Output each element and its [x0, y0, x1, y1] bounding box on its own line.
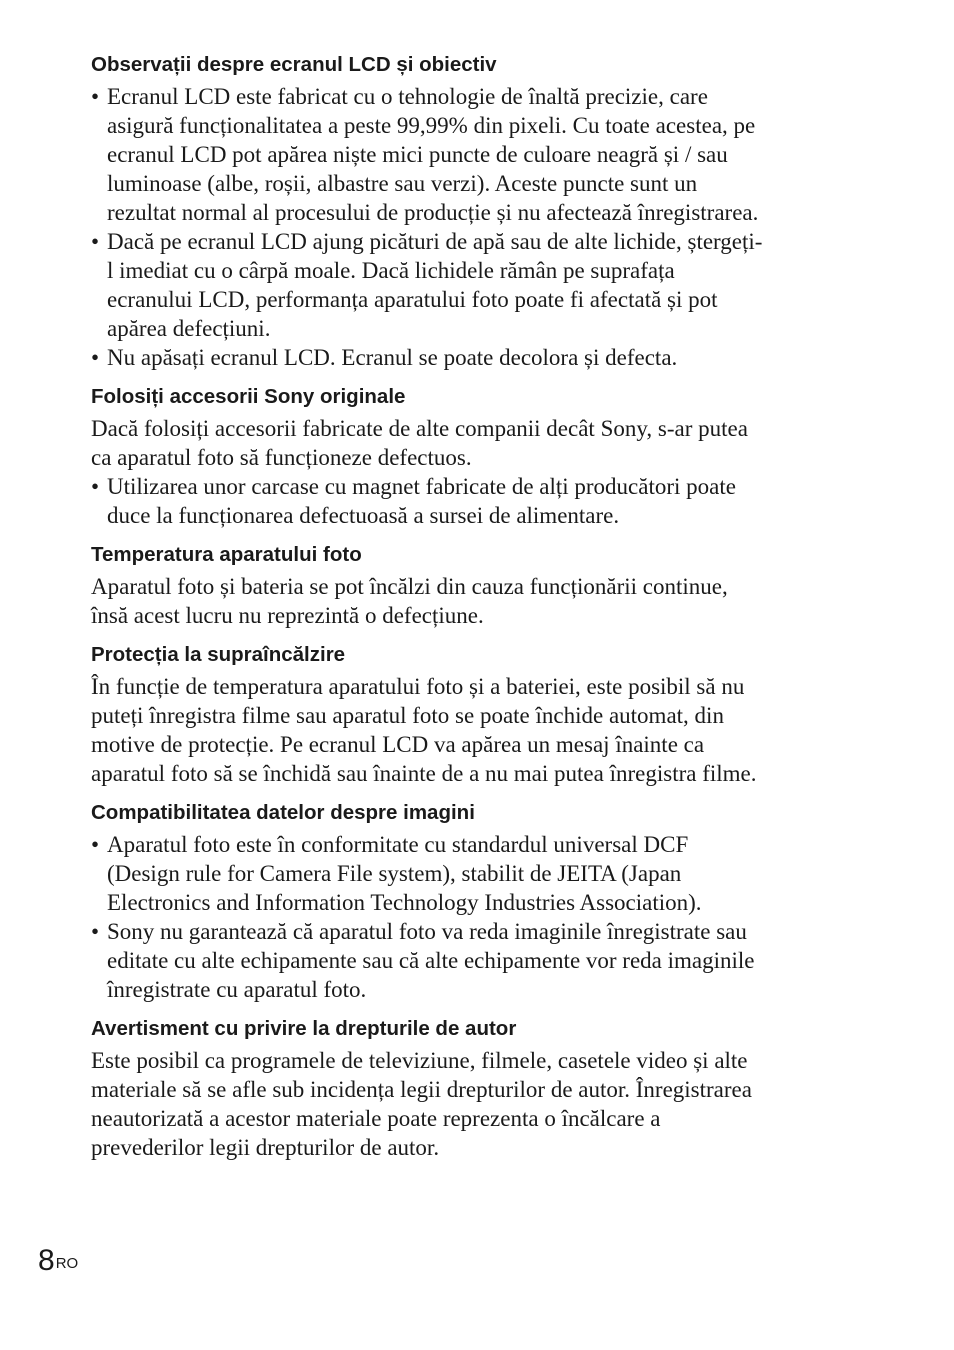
bullet-line: apărea defecțiuni.	[107, 316, 271, 341]
bullet-icon: •	[91, 229, 100, 254]
bullet-line: asigură funcționalitatea a peste 99,99% din pixeli. Cu toate acestea, pe	[107, 113, 756, 138]
paragraph-line: Dacă folosiți accesorii fabricate de alte companii decât Sony, s-ar putea	[91, 416, 748, 441]
bullet-icon: •	[91, 919, 100, 944]
bullet-icon: •	[91, 345, 100, 370]
section-paragraph	[91, 572, 861, 630]
bullet-list	[91, 82, 861, 372]
bullet-icon: •	[91, 84, 100, 109]
bullet-line: Nu apăsați ecranul LCD. Ecranul se poate decolora și defecta.	[107, 345, 678, 370]
bullet-icon: •	[91, 832, 100, 857]
bullet-line: Aparatul foto este în conformitate cu standardul universal DCF	[107, 832, 689, 857]
bullet-line: Electronics and Information Technology Industries Association).	[107, 890, 702, 915]
section-heading: Avertisment cu privire la drepturile de autor	[91, 1017, 517, 1040]
bullet-line: rezultat normal al procesului de producție și nu afectează înregistrarea.	[107, 200, 759, 225]
paragraph-line: puteți înregistra filme sau aparatul foto se poate închide automat, din	[91, 703, 724, 728]
paragraph-line: Aparatul foto și bateria se pot încălzi din cauza funcționării continue,	[91, 574, 728, 599]
bullet-list	[91, 830, 861, 1004]
section-heading: Compatibilitatea datelor despre imagini	[91, 801, 475, 824]
bullet-line: Ecranul LCD este fabricat cu o tehnologie de înaltă precizie, care	[107, 84, 708, 109]
section-paragraph	[91, 1046, 861, 1162]
bullet-line: editate cu alte echipamente sau că alte echipamente vor reda imaginile	[107, 948, 755, 973]
paragraph-line: însă acest lucru nu reprezintă o defecțiune.	[91, 603, 484, 628]
section	[91, 542, 861, 630]
bullet-icon: •	[91, 474, 100, 499]
bullet-item	[91, 227, 861, 343]
bullet-item	[91, 917, 861, 1004]
bullet-line: duce la funcționarea defectuoasă a sursei de alimentare.	[107, 503, 620, 528]
bullet-line: l imediat cu o cârpă moale. Dacă lichidele rămân pe suprafața	[107, 258, 675, 283]
paragraph-line: prevederilor legii drepturilor de autor.	[91, 1135, 440, 1160]
language-code: RO	[55, 1255, 79, 1272]
section	[91, 1016, 861, 1162]
bullet-item	[91, 82, 861, 227]
paragraph-line: aparatul foto să se închidă sau înainte de a nu mai putea înregistra filme.	[91, 761, 757, 786]
section-paragraph	[91, 414, 861, 472]
section-heading: Folosiți accesorii Sony originale	[91, 385, 406, 408]
section-heading: Observații despre ecranul LCD și obiectiv	[91, 53, 497, 76]
bullet-line: Sony nu garantează că aparatul foto va reda imaginile înregistrate sau	[107, 919, 747, 944]
bullet-line: ecranului LCD, performanța aparatului foto poate fi afectată și pot	[107, 287, 718, 312]
bullet-line: înregistrate cu aparatul foto.	[107, 977, 367, 1002]
section	[91, 384, 861, 530]
paragraph-line: ca aparatul foto să funcționeze defectuos.	[91, 445, 472, 470]
bullet-item	[91, 472, 861, 530]
page-number-value: 8	[38, 1244, 55, 1277]
section-heading: Temperatura aparatului foto	[91, 543, 362, 566]
paragraph-line: Este posibil ca programele de televiziune, filmele, casetele video și alte	[91, 1048, 748, 1073]
bullet-line: ecranul LCD pot apărea niște mici puncte de culoare neagră și / sau	[107, 142, 728, 167]
page-number	[38, 1244, 78, 1278]
paragraph-line: În funcție de temperatura aparatului foto și a bateriei, este posibil să nu	[91, 674, 745, 699]
paragraph-line: motive de protecție. Pe ecranul LCD va apărea un mesaj înainte ca	[91, 732, 705, 757]
section	[91, 800, 861, 1004]
bullet-line: Utilizarea unor carcase cu magnet fabricate de alți producători poate	[107, 474, 736, 499]
section-heading: Protecția la supraîncălzire	[91, 643, 346, 666]
bullet-item	[91, 343, 861, 372]
document-body	[91, 52, 861, 1162]
bullet-list	[91, 472, 861, 530]
section	[91, 642, 861, 788]
bullet-line: (Design rule for Camera File system), stabilit de JEITA (Japan	[107, 861, 682, 886]
section-paragraph	[91, 672, 861, 788]
paragraph-line: neautorizată a acestor materiale poate reprezenta o încălcare a	[91, 1106, 661, 1131]
paragraph-line: materiale să se afle sub incidența legii drepturilor de autor. Înregistrarea	[91, 1077, 752, 1102]
bullet-item	[91, 830, 861, 917]
section	[91, 52, 861, 372]
bullet-line: Dacă pe ecranul LCD ajung picături de apă sau de alte lichide, ștergeți-	[107, 229, 763, 254]
bullet-line: luminoase (albe, roșii, albastre sau verzi). Aceste puncte sunt un	[107, 171, 698, 196]
